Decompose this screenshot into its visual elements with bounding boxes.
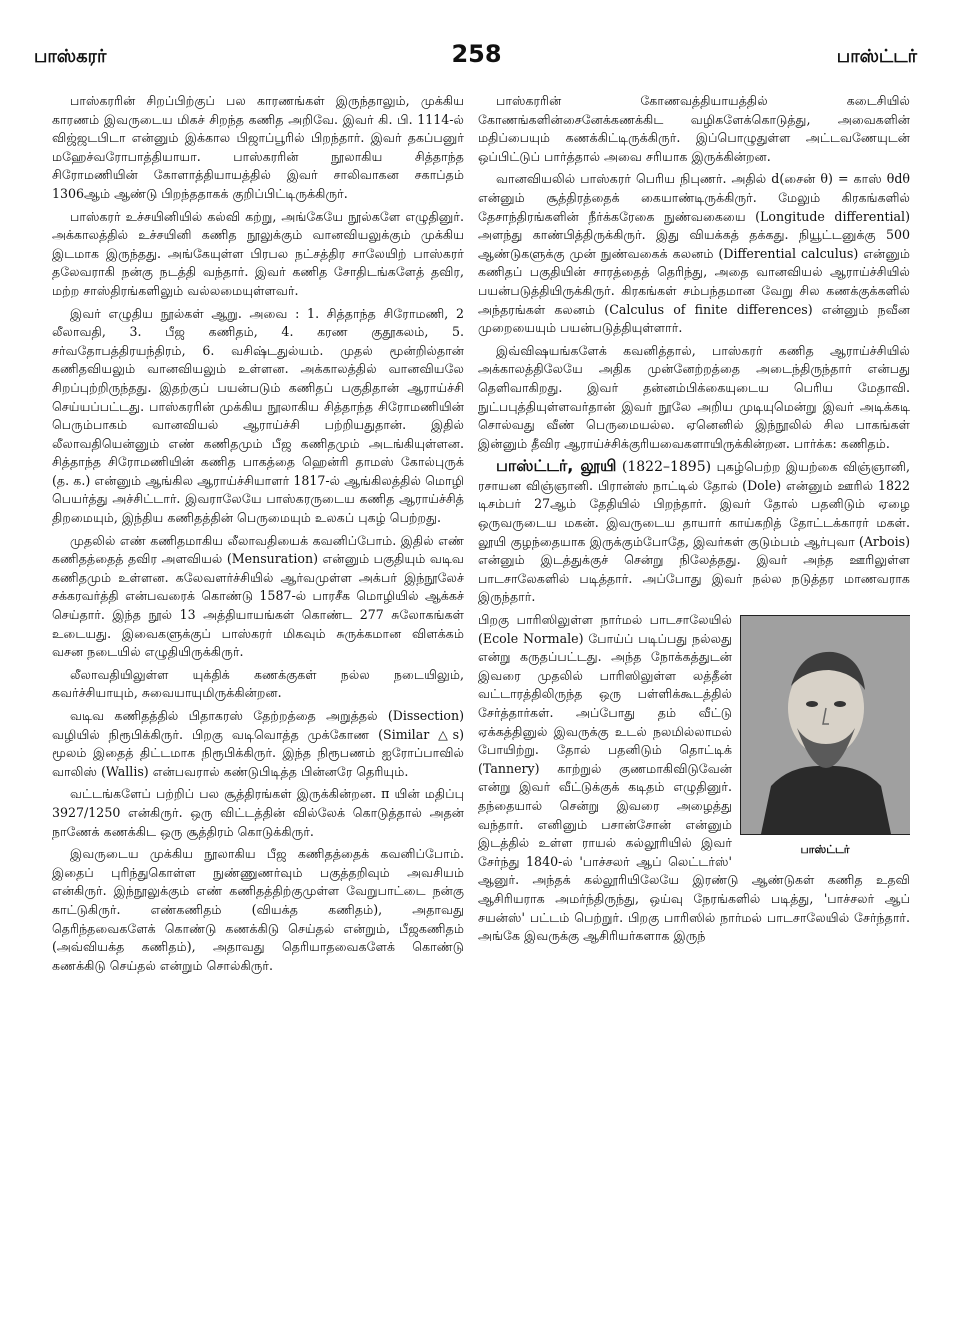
entry-paragraph: பிறகு பாரிஸிலுள்ள நார்மல் பாடசாலேயில் (Ecole Normale) போய்ப் படிப்பது நல்லது என்று கருதப்பட்டது. அந்த நோக்கத்துடன் இவரை முதலில் பாரிஸிலுள்ள லத்தீன் வட்டாரத்திலிருந்த ஒரு பள்ளிக்கூடத்தில் சேர்த்தார்கள். அப்போது தம் வீட்டு ஏக்கத்தினுல் இவருக்கு உடல் நலமில்லாமல் போயிற்று. தோல் பதனிடும் தொட்டிக் (Tannery) காற்றுல் குணமாகிவிடுவேன் என்று இவர் வீட்டுக்குக் கடிதம் எழுதினுர். தந்தையால் சென்று இவரை அழைத்து வந்தார். எனினும் பசான்சோன் என்னும் இடத்தில் உள்ள ராயல் கல்லூரியில் இவர் சேர்ந்து 1840-ல் 'பாச்சலர் ஆப் லெட்டர்ஸ்' ஆனுர். அந்தக் கல்லூரியிலேயே இரண்டு ஆண்டுகள் கணித உதவி ஆசிரியராக அமர்ந்திருந்து, ஒய்வு நேரங்களில் படித்து, 'பாச்சலர் ஆப் சயன்ஸ்' பட்டம் பெற்றுர். பிறகு பாரிஸில் நார்மல் பாடசாலேயில் சேர்ந்தார். அங்கே இவருக்கு ஆசிரியர்களாக இருந் <box>478 612 910 944</box>
paragraph: பாஸ்கரரின் சிறப்பிற்குப் பல காரணங்கள் இருந்தாலும், முக்கிய காரணம் இவருடைய மிகச் சிறந்த கணித அறிவே. இவர் கி. பி. 1114-ல் விஜ்ஜடபிடா என்னும் இக்கால பிஜாப்பூரில் பிறந்தார். இவர் தகப்பனுர் மஹேச்வரோபாத்தியாயா. பாஸ்கரரின் நூலாகிய சித்தாந்த சிரோமணியின் கோளாத்தியாயத்தில் இவர் சாலிவாகன சகாப்தம் 1306ஆம் ஆண்டு பிறந்ததாகக் குறிப்பிட்டிருக்கிருர். <box>52 93 464 201</box>
paragraph: லீலாவதியிலுள்ள யுக்திக் கணக்குகள் நல்ல நடையிலும், கவர்ச்சியாயும், சுவையாயுமிருக்கின்றன. <box>52 666 464 701</box>
paragraph: முதலில் எண் கணிதமாகிய லீலாவதியைக் கவனிப்போம். இதில் எண் கணிதத்தைத் தவிர அளவியல் (Mensuration) என்னும் பகுதியும் வடிவ கணிதமும் உள்ளன. கலேவளர்ச்சியில் ஆர்வமுள்ள அக்பர் இந்நூலேச் சக்கரவர்த்தி என்பவரைக் கொண்டு 1587-ல் பாரசீக மொழியில் ஆக்கச் செய்தார். இந்த நூல் 13 அத்தியாயங்கள் கொண்ட 277 சுலோகங்கள் உடையது. இவைகளுக்குப் பாஸ்கரர் மிகவும் சுருக்கமான விளக்கம் வசன நடையில் எழுதியிருக்கிருர். <box>52 532 464 660</box>
portrait-caption: பாஸ்ட்டர் <box>800 843 850 857</box>
entry-text: புகழ்பெற்ற இயற்கை விஞ்ஞானி, ரசாயன விஞ்ஞானி. பிரான்ஸ் நாட்டில் தோல் (Dole) என்னும் ஊரில் 1822 டிசம்பர் 27ஆம் தேதியில் பிறந்தார். இவர் தோல் பதனிடும் ஏழை ஒருவருடைய மகன். இவருடைய தாயார் காய்கறித் தோட்டக்காரர் மகள். லூயி குழந்தையாக இருக்கும்போதே, இவர்கள் குடும்பம் ஆர்புவா (Arbois) என்னும் இடத்துக்குச் சென்று நிலேத்தது. இவர் அந்த ஊரிலுள்ள பாடசாலேகளில் படித்தார். அப்போது இவர் நல்ல நடுத்தர மாணவராக இருந்தார். <box>478 459 910 605</box>
left-column <box>52 92 464 1289</box>
paragraph: வானவியலில் பாஸ்கரர் பெரிய நிபுணர். அதில் d(சைன் θ) = காஸ் θdθ என்னும் சூத்திரத்தைக் கையாண்டிருக்கிருர். மேலும் கிரகங்களில் தேசாந்திரங்களின் நீர்க்கரேகை நுண்வகையை (Longitude differential) அளந்து காண்பித்திருக்கிருர். இது வியக்கத் தக்கது. நியூட்டனுக்கு 500 ஆண்டுகளுக்கு முன் நுண்வகைக் கலனம் (Differential calculus) என்னும் கணிதப் பகுதியின் சாரத்தைத் தெரிந்து, அதை வானவியல் ஆராய்ச்சியில் பயன்படுத்தியிருக்கிருர். கிரகங்கள் சம்பந்தமான வேறு சில கணக்குக்களில் அந்தரங்கள் கலனம் (Calculus of finite differences) என்னும் நவீன முறையையும் பயன்படுத்தியுள்ளார். <box>478 171 910 336</box>
page-header <box>22 40 931 80</box>
portrait-figure <box>740 615 910 860</box>
paragraph: வட்டங்களேப் பற்றிப் பல சூத்திரங்கள் இருக்கின்றன. π யின் மதிப்பு 3927/1250 என்கிருர். ஒரு விட்டத்தின் வில்லேக் கொடுத்தால் அதன் நாணேக் கணக்கிட ஒரு சூத்திரம் கொடுக்கிருர். <box>52 786 464 839</box>
entry-title: பாஸ்ட்டர், லூயி <box>496 456 617 476</box>
paragraph: இவ்விஷயங்களேக் கவனித்தால், பாஸ்கரர் கணித ஆராய்ச்சியில் அக்காலத்திலேயே அதிக முன்னேற்றத்தை அடைந்திருந்தார் என்பது தெளிவாகிறது. இவர் தன்னம்பிக்கையுடைய பெரிய மேதாவி. நுட்பபுத்தியுள்ளவர்தான் இவர் நூலே அறிய முடியுமென்று இவர் அடிக்கடி சொல்வது வீண் பெருமையல்ல. ஏனெனில் இந்நூலில் சில பாகங்கள் இன்னும் தீவிர ஆராய்ச்சிக்குரியவைகளாயிருக்கின்றன. பார்க்க: கணிதம். <box>478 342 910 451</box>
paragraph: இவருடைய முக்கிய நூலாகிய பீஜ கணிதத்தைக் கவனிப்போம். இதைப் புரிந்துகொள்ள நுண்ணுணர்வும் பகுத்தறிவும் அவசியம் என்கிருர். இந்நூலுக்கும் எண் கணிதத்திற்குமுள்ள வேறுபாட்டை நன்கு காட்டுகிருர். எண்கணிதம் (வியக்த கணிதம்), அதாவது தெரிந்தவைகளேக் கொண்டு கணக்கிடு செய்தல் என்றும், பீஜகணிதம் (அவ்வியக்த கணிதம்), அதாவது தெரியாதவைகளேக் கொண்டு கணக்கிடு செய்தல் என்றும் சொல்கிருர். <box>52 846 464 973</box>
paragraph: பாஸ்கரர் உச்சயினியில் கல்வி கற்று, அங்கேயே நூல்களே எழுதினுர். அக்காலத்தில் உச்சயினி கணித நூலுக்கும் வானவியலுக்கும் முக்கிய இடமாக இருந்தது. அங்கேயுள்ள பிரபல நட்சத்திர சாலேயிற் பாஸ்கரர் தலேவராகி நன்கு நடத்தி வந்தார். இவர் கணித சோதிடங்களேத் தவிர, மற்ற சாஸ்திரங்களிலும் வல்லமையுள்ளவர். <box>52 208 464 298</box>
entry-paragraph <box>478 457 910 607</box>
right-column <box>478 92 910 1289</box>
running-head-right: பாஸ்ட்டர் <box>836 46 917 67</box>
paragraph: பாஸ்கரரின் கோணவத்தியாயத்தில் கடைசியில் கோணங்களின்சைனேக்கணக்கிட வழிகளேக்கொடுத்து, அவைகளின் மதிப்பையும் கணக்கிட்டிருக்கிருர். இப்பொழுதுள்ள அட்டவணேயுடன் ஒப்பிட்டுப் பார்த்தால் அவை சரியாக இருக்கின்றன. <box>478 93 910 164</box>
running-head-left: பாஸ்கரர் <box>34 46 107 67</box>
paragraph: இவர் எழுதிய நூல்கள் ஆறு. அவை : 1. சித்தாந்த சிரோமணி, 2 லீலாவதி, 3. பீஜ கணிதம், 4. கரண குதூகலம், 5. சர்வதோபத்திரயந்திரம், 6. வசிஷ்டதுல்யம். முதல் மூன்றில்தான் கணிதவியலும் வானவியலும் உள்ளன. அக்காலத்தில் வானவியலே சிறப்புற்றிருந்தது. இதற்குப் பயன்படும் கணிதப் பகுதிதான் ஆராய்ச்சி செய்யப்பட்டது. பாஸ்கரரின் முக்கிய நூலாகிய சித்தாந்த சிரோமணியின் பெரும்பாகம் வானவியல் ஆராய்ச்சி பற்றியதுதான். இதில் லீலாவதியென்னும் எண் கணிதமும் பீஜ கணிதமும் அடங்கியுள்ளன. சித்தாந்த சிரோமணியின் கணித பாகத்தை ஹென்ரி தாமஸ் கோல்புருக் (த. க.) என்னும் ஆங்கில ஆராய்ச்சியாளர் 1817-ல் ஆங்கிலத்தில் மொழி பெயர்த்து அச்சிட்டார். இவராலேயே பாஸ்கரருடைய கணித ஆராய்ச்சித் திறமையும், இந்திய கணிதத்தின் பெருமையும் உலகப் புகழ் பெற்றது. <box>52 305 464 526</box>
entry-years: (1822–1895) <box>621 459 712 476</box>
page-number: 258 <box>451 40 502 68</box>
paragraph: வடிவ கணிதத்தில் பிதாகரஸ் தேற்றத்தை அறுத்தல் (Dissection) வழியில் நிரூபிக்கிருர். பிறகு வடிவொத்த முக்கோண (Similar △s) மூலம் இதைத் திட்டமாக நிரூபிக்கிருர். இந்த நிரூபணம் ஐரோப்பாவில் வாலிஸ் (Wallis) என்பவரால் கண்டுபிடித்த பின்னரே தெரியும். <box>52 708 464 779</box>
portrait-photo-icon <box>740 615 910 835</box>
